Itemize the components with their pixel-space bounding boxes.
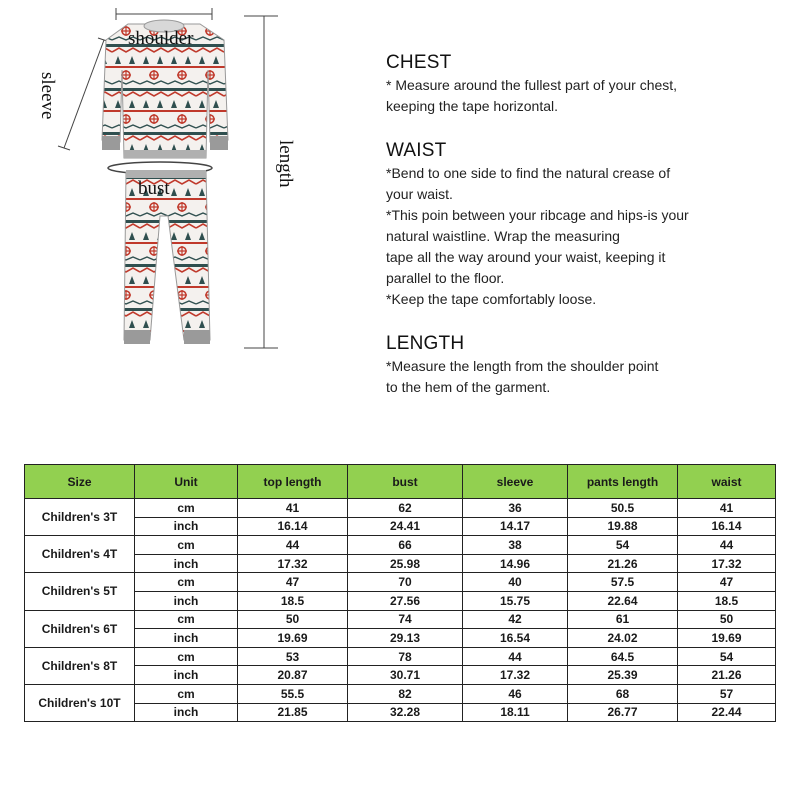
- value-cell: 16.14: [678, 517, 776, 536]
- header-waist: waist: [678, 465, 776, 499]
- value-cell: 19.69: [678, 629, 776, 648]
- value-cell: 15.75: [463, 591, 568, 610]
- unit-cell: cm: [135, 573, 238, 592]
- value-cell: 82: [348, 684, 463, 703]
- table-row: [25, 536, 776, 555]
- unit-cell: cm: [135, 610, 238, 629]
- value-cell: 66: [348, 536, 463, 555]
- bust-label: bust: [138, 178, 170, 199]
- waist-title: WAIST: [386, 140, 447, 161]
- waist-line: your waist.: [386, 186, 453, 202]
- unit-cell: cm: [135, 536, 238, 555]
- table-row: [25, 684, 776, 703]
- unit-cell: cm: [135, 647, 238, 666]
- value-cell: 62: [348, 499, 463, 518]
- value-cell: 17.32: [238, 554, 348, 573]
- size-name-cell: Children's 8T: [25, 647, 135, 684]
- value-cell: 21.26: [568, 554, 678, 573]
- table-row: [25, 647, 776, 666]
- value-cell: 27.56: [348, 591, 463, 610]
- chest-line: * Measure around the fullest part of your chest,: [386, 77, 678, 93]
- table-row: [25, 703, 776, 722]
- table-row: [25, 499, 776, 518]
- length-line: *Measure the length from the shoulder point: [386, 358, 659, 374]
- size-table-body: [25, 499, 776, 722]
- value-cell: 24.41: [348, 517, 463, 536]
- value-cell: 26.77: [568, 703, 678, 722]
- table-row: [25, 517, 776, 536]
- value-cell: 20.87: [238, 666, 348, 685]
- value-cell: 53: [238, 647, 348, 666]
- unit-cell: cm: [135, 684, 238, 703]
- length-title: LENGTH: [386, 333, 465, 354]
- waist-line: *This poin between your ribcage and hips-is your: [386, 207, 689, 223]
- value-cell: 16.54: [463, 629, 568, 648]
- size-name-cell: Children's 4T: [25, 536, 135, 573]
- value-cell: 18.5: [238, 591, 348, 610]
- chest-section: [386, 50, 677, 117]
- table-header-row: [25, 465, 776, 499]
- header-bust: bust: [348, 465, 463, 499]
- value-cell: 61: [568, 610, 678, 629]
- table-row: [25, 666, 776, 685]
- value-cell: 47: [238, 573, 348, 592]
- value-cell: 64.5: [568, 647, 678, 666]
- table-row: [25, 591, 776, 610]
- value-cell: 17.32: [463, 666, 568, 685]
- value-cell: 18.11: [463, 703, 568, 722]
- value-cell: 40: [463, 573, 568, 592]
- size-name-cell: Children's 5T: [25, 573, 135, 610]
- value-cell: 54: [568, 536, 678, 555]
- value-cell: 44: [463, 647, 568, 666]
- value-cell: 41: [238, 499, 348, 518]
- value-cell: 55.5: [238, 684, 348, 703]
- length-label: length: [275, 140, 296, 188]
- value-cell: 22.44: [678, 703, 776, 722]
- value-cell: 41: [678, 499, 776, 518]
- header-unit: Unit: [135, 465, 238, 499]
- unit-cell: inch: [135, 554, 238, 573]
- value-cell: 44: [678, 536, 776, 555]
- header-sleeve: sleeve: [463, 465, 568, 499]
- unit-cell: inch: [135, 666, 238, 685]
- value-cell: 68: [568, 684, 678, 703]
- value-cell: 14.96: [463, 554, 568, 573]
- unit-cell: inch: [135, 629, 238, 648]
- waist-section: [386, 138, 689, 310]
- unit-cell: inch: [135, 517, 238, 536]
- header-pants-length: pants length: [568, 465, 678, 499]
- value-cell: 57.5: [568, 573, 678, 592]
- pajama-illustration: [0, 0, 360, 370]
- value-cell: 14.17: [463, 517, 568, 536]
- value-cell: 19.88: [568, 517, 678, 536]
- header-size: Size: [25, 465, 135, 499]
- value-cell: 25.98: [348, 554, 463, 573]
- table-row: [25, 554, 776, 573]
- size-name-cell: Children's 10T: [25, 684, 135, 721]
- value-cell: 50: [678, 610, 776, 629]
- unit-cell: cm: [135, 499, 238, 518]
- value-cell: 46: [463, 684, 568, 703]
- value-cell: 57: [678, 684, 776, 703]
- value-cell: 47: [678, 573, 776, 592]
- value-cell: 21.85: [238, 703, 348, 722]
- table-row: [25, 629, 776, 648]
- length-line: to the hem of the garment.: [386, 379, 551, 395]
- unit-cell: inch: [135, 703, 238, 722]
- value-cell: 22.64: [568, 591, 678, 610]
- pajama-drawing: [0, 0, 360, 370]
- value-cell: 29.13: [348, 629, 463, 648]
- value-cell: 54: [678, 647, 776, 666]
- value-cell: 17.32: [678, 554, 776, 573]
- waist-line: *Keep the tape comfortably loose.: [386, 291, 597, 307]
- chest-title: CHEST: [386, 52, 452, 73]
- value-cell: 78: [348, 647, 463, 666]
- value-cell: 18.5: [678, 591, 776, 610]
- waist-line: parallel to the floor.: [386, 270, 505, 286]
- table-row: [25, 573, 776, 592]
- value-cell: 50: [238, 610, 348, 629]
- value-cell: 50.5: [568, 499, 678, 518]
- shoulder-label: shoulder: [128, 28, 194, 49]
- value-cell: 21.26: [678, 666, 776, 685]
- waist-line: *Bend to one side to find the natural crease of: [386, 165, 671, 181]
- chest-line: keeping the tape horizontal.: [386, 98, 559, 114]
- value-cell: 70: [348, 573, 463, 592]
- table-row: [25, 610, 776, 629]
- size-name-cell: Children's 6T: [25, 610, 135, 647]
- size-name-cell: Children's 3T: [25, 499, 135, 536]
- unit-cell: inch: [135, 591, 238, 610]
- length-section: [386, 331, 658, 398]
- value-cell: 25.39: [568, 666, 678, 685]
- value-cell: 30.71: [348, 666, 463, 685]
- value-cell: 16.14: [238, 517, 348, 536]
- value-cell: 36: [463, 499, 568, 518]
- waist-line: tape all the way around your waist, keeping it: [386, 249, 666, 265]
- waist-line: natural waistline. Wrap the measuring: [386, 228, 620, 244]
- value-cell: 42: [463, 610, 568, 629]
- value-cell: 32.28: [348, 703, 463, 722]
- value-cell: 19.69: [238, 629, 348, 648]
- value-cell: 74: [348, 610, 463, 629]
- header-top-length: top length: [238, 465, 348, 499]
- value-cell: 38: [463, 536, 568, 555]
- value-cell: 44: [238, 536, 348, 555]
- value-cell: 24.02: [568, 629, 678, 648]
- sleeve-label: sleeve: [37, 72, 58, 120]
- size-chart-table: [24, 464, 776, 722]
